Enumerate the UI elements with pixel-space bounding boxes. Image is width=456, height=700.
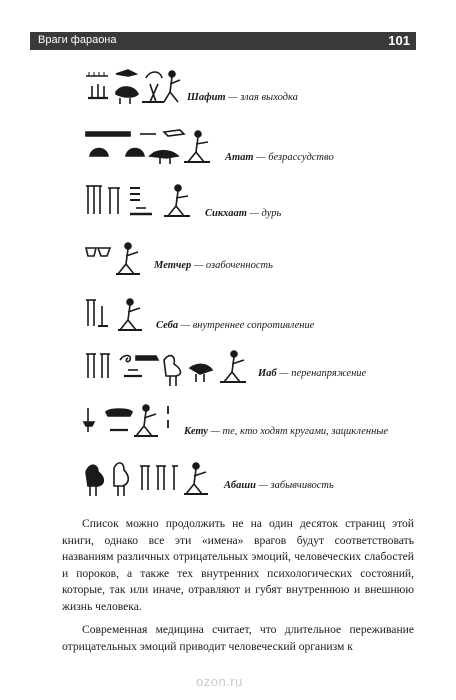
- entry-caption: [224, 480, 334, 491]
- running-title: Враги фараона: [38, 34, 117, 46]
- entry-caption: [184, 426, 388, 437]
- entry-name: Абаши: [224, 480, 256, 491]
- entry-meaning: внутреннее сопротивление: [192, 320, 315, 331]
- entry-name: Себа: [156, 320, 179, 331]
- entry-name: Сикхаат: [205, 208, 247, 219]
- dash: —: [249, 208, 259, 219]
- entry-name: Иаб: [258, 368, 277, 379]
- hieroglyph-group: [80, 400, 180, 446]
- entry-metcher: [80, 236, 420, 286]
- hieroglyph-group: [80, 346, 255, 392]
- entry-seba: [80, 292, 420, 342]
- dash: —: [180, 320, 191, 331]
- entry-meaning: забывчивость: [270, 480, 334, 491]
- watermark: ozon.ru: [196, 674, 243, 689]
- entry-sikhaat: [80, 178, 420, 228]
- hieroglyph-group: [80, 62, 185, 108]
- body-paragraph: Список можно продолжить не на один десяток страниц этой книги, однако все эти «имена» врагов будут соответствовать названиям различных отрицательных эмоций, человеческих слабостей и пороков, а также тех внутренних психологических состояний, которые, так или иначе, отравляют и губят внутреннюю и внешнюю жизнь человека.: [62, 517, 414, 613]
- dash: —: [210, 426, 220, 437]
- entry-meaning: злая выходка: [240, 92, 298, 103]
- entry-name: Кету: [184, 426, 208, 437]
- page-number: 101: [388, 33, 410, 48]
- hieroglyph-group: [80, 122, 220, 168]
- hieroglyph-group: [80, 456, 220, 502]
- entry-caption: [156, 320, 314, 331]
- dash: —: [279, 368, 289, 379]
- dash: —: [256, 152, 266, 163]
- entry-caption: [225, 152, 334, 163]
- entry-caption: [205, 208, 281, 219]
- dash: —: [258, 480, 268, 491]
- entry-abashi: [80, 456, 420, 506]
- entry-caption: [258, 368, 366, 379]
- entry-meaning: озабоченность: [205, 260, 273, 271]
- body-paragraph: Современная медицина считает, что длительное переживание отрицательных эмоций приводит человеческий организм к: [62, 623, 414, 653]
- entry-caption: [154, 260, 273, 271]
- entry-caption: [187, 92, 298, 103]
- entry-meaning: перенапряжение: [291, 368, 367, 379]
- running-header: [30, 32, 416, 50]
- entry-name: Шафит: [187, 92, 226, 103]
- entry-name: Атат: [225, 152, 254, 163]
- dash: —: [228, 92, 238, 103]
- hieroglyph-group: [80, 178, 200, 224]
- entry-meaning: дурь: [261, 208, 282, 219]
- dash: —: [193, 260, 204, 271]
- hieroglyph-group: [80, 292, 150, 338]
- hieroglyph-group: [80, 236, 150, 282]
- entry-ketu: [80, 400, 420, 450]
- entry-shafit: [80, 62, 420, 112]
- entry-meaning: те, кто ходят кругами, зацикленные: [222, 426, 389, 437]
- entry-meaning: безрассудство: [268, 152, 334, 163]
- entry-iab: [80, 346, 420, 396]
- entry-name: Метчер: [154, 260, 192, 271]
- entry-atat: [80, 122, 420, 172]
